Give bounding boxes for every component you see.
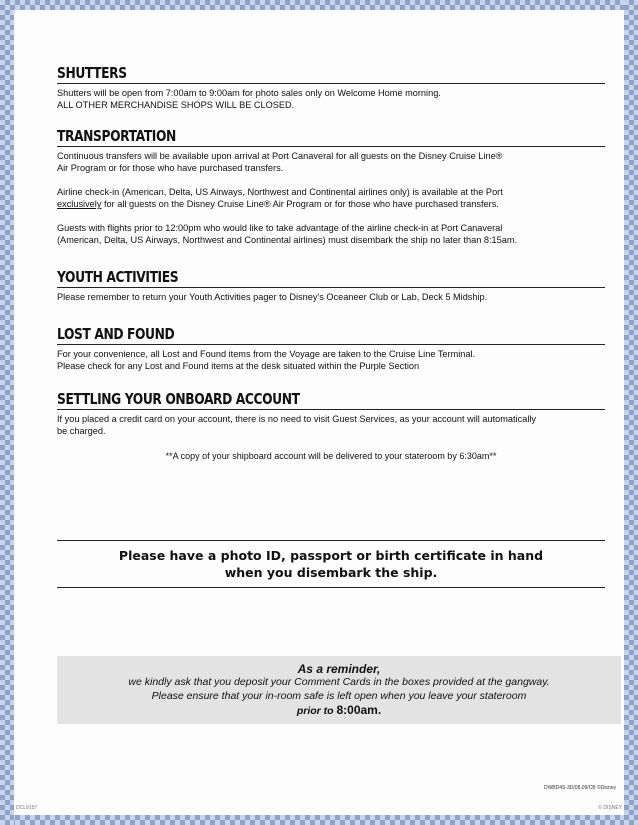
- lost-found-line-2: Please check for any Lost and Found items at the desk situated within the Purple Section: [57, 361, 420, 371]
- reminder-prior-to: prior to: [296, 705, 337, 717]
- transportation-p1-line-1: Continuous transfers will be available upon arrival at Port Canaveral for all guests on the Disney Cruise Line®: [57, 151, 503, 161]
- document-code: DWBD4S-3D/08.09/CB ©Disney: [543, 785, 616, 791]
- notice-line-2: when you disembark the ship.: [224, 565, 438, 580]
- section-youth-activities: [57, 268, 605, 303]
- reminder-title: As a reminder,: [297, 662, 381, 676]
- heading-rule: [57, 325, 605, 345]
- shipboard-account-note: **A copy of your shipboard account will be delivered to your stateroom by 6:30am**: [165, 451, 497, 461]
- main-content: [57, 64, 605, 475]
- section-shutters: [57, 64, 605, 111]
- section-heading-shutters: SHUTTERS: [57, 64, 127, 82]
- reminder-line-1: we kindly ask that you deposit your Comment Cards in the boxes provided at the gangway.: [128, 676, 550, 688]
- shutters-text: [57, 87, 605, 111]
- transportation-paragraph-2: [57, 186, 605, 210]
- transportation-paragraph-1: [57, 150, 605, 174]
- section-transportation: [57, 127, 605, 246]
- notice-line-1: Please have a photo ID, passport or birth certificate in hand: [118, 548, 544, 563]
- section-heading-lost-and-found: LOST AND FOUND: [57, 325, 175, 343]
- form-number: DCL9157: [16, 805, 38, 811]
- decorative-border-bottom: [0, 815, 638, 825]
- lost-and-found-text: [57, 348, 605, 372]
- heading-rule: [57, 390, 605, 410]
- decorative-border-top: [0, 0, 638, 10]
- transportation-p3-line-1: Guests with flights prior to 12:00pm who would like to take advantage of the airline check-in at Port Canaveral: [57, 223, 503, 233]
- shutters-line-1: Shutters will be open from 7:00am to 9:00am for photo sales only on Welcome Home morning.: [57, 88, 441, 98]
- decorative-border-left: [0, 0, 14, 825]
- heading-rule: [57, 268, 605, 288]
- copyright-text: © DISNEY: [598, 805, 622, 811]
- lost-found-line-1: For your convenience, all Lost and Found items from the Voyage are taken to the Cruise Line Terminal.: [57, 349, 476, 359]
- reminder-box: [57, 656, 621, 724]
- transportation-p1-line-2: Air Program or for those who have purchased transfers.: [57, 163, 284, 173]
- reminder-line-2: Please ensure that your in-room safe is left open when you leave your stateroom: [151, 689, 527, 702]
- disembark-id-notice: [57, 540, 605, 588]
- section-heading-transportation: TRANSPORTATION: [57, 127, 176, 145]
- section-heading-onboard-account: SETTLING YOUR ONBOARD ACCOUNT: [57, 390, 300, 408]
- transportation-p2-line-1: Airline check-in (American, Delta, US Airways, Northwest and Continental airlines only) is available at the Port: [57, 187, 503, 197]
- youth-activities-text: Please remember to return your Youth Activities pager to Disney's Oceaneer Club or Lab, Deck 5 Midship.: [57, 292, 488, 302]
- transportation-paragraph-3: [57, 222, 605, 246]
- shutters-line-2: ALL OTHER MERCHANDISE SHOPS WILL BE CLOSED.: [57, 100, 295, 110]
- section-heading-youth-activities: YOUTH ACTIVITIES: [57, 268, 179, 286]
- account-line-2: be charged.: [57, 426, 106, 436]
- exclusively-emphasis: exclusively: [57, 199, 102, 209]
- section-lost-and-found: [57, 325, 605, 372]
- transportation-p3-line-2: (American, Delta, US Airways, Northwest and Continental airlines) must disembark the ship no later than 8:15am.: [57, 235, 518, 245]
- reminder-time: 8:00am.: [336, 703, 382, 717]
- onboard-account-text: [57, 413, 605, 437]
- reminder-line-3: [57, 703, 621, 718]
- account-line-1: If you placed a credit card on your account, there is no need to visit Guest Services, as your account will automatically: [57, 414, 537, 424]
- heading-rule: [57, 127, 605, 147]
- heading-rule: [57, 64, 605, 84]
- transportation-p2-line-2: for all guests on the Disney Cruise Line® Air Program or for those who have purchased transfers.: [101, 199, 499, 209]
- decorative-border-right: [624, 0, 638, 825]
- section-onboard-account: [57, 390, 605, 461]
